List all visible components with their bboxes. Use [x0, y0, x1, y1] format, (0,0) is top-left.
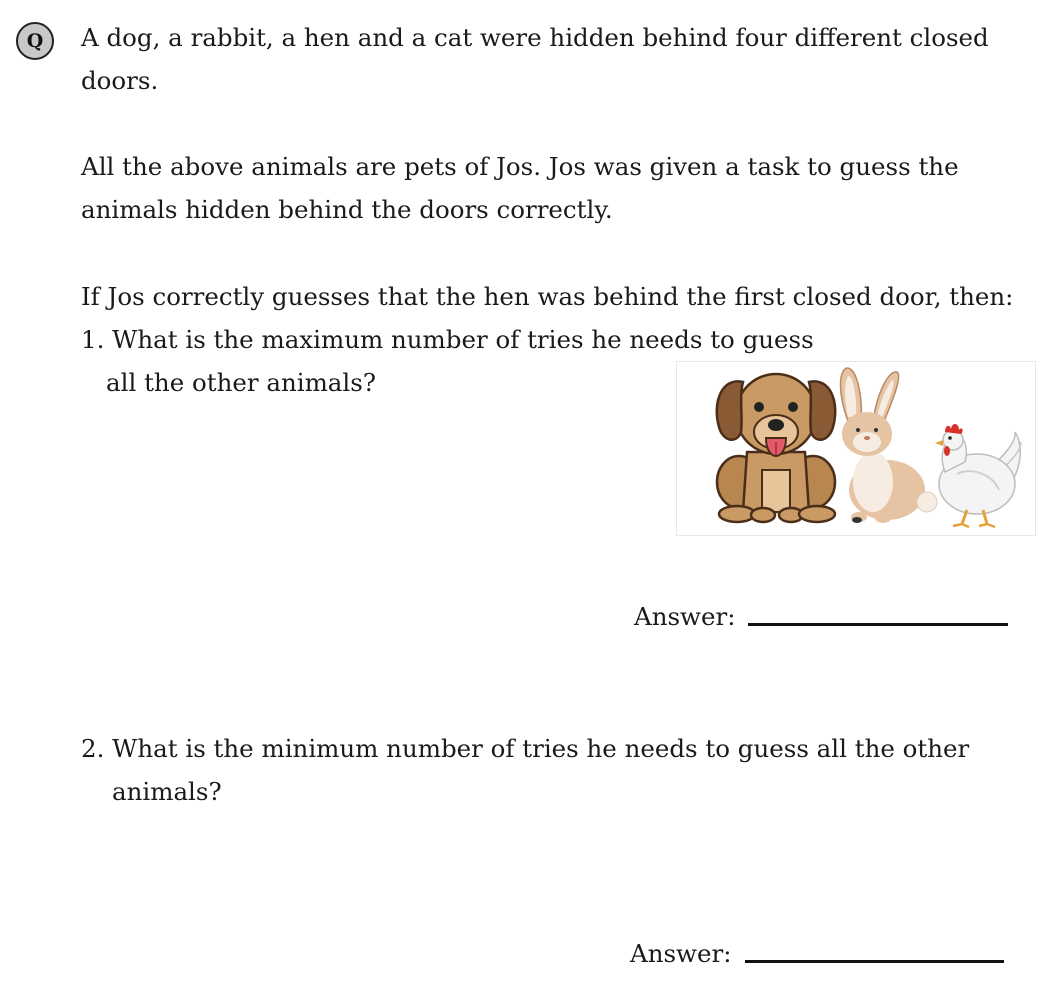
answer-1-line[interactable] [748, 623, 1008, 626]
hen-icon [935, 424, 1021, 527]
question-text-line-2: doors. [81, 66, 159, 95]
paragraph-2-line-2: animals hidden behind the doors correctly. [81, 195, 613, 224]
animals-svg [677, 362, 1037, 537]
part-1-question-line-2: all the other animals? [106, 368, 376, 397]
condition-text: If Jos correctly guesses that the hen was behind the first closed door, then: [81, 282, 1014, 311]
answer-1-label: Answer: [634, 602, 736, 631]
animals-illustration [676, 361, 1036, 536]
part-1-question-line-1: 1. What is the maximum number of tries he needs to guess [81, 325, 814, 354]
part-2-question-line-1: 2. What is the minimum number of tries he needs to guess all the other [81, 734, 970, 763]
dog-icon [717, 374, 835, 522]
answer-2-line[interactable] [745, 960, 1004, 963]
rabbit-icon [841, 368, 938, 523]
question-text-line-1: A dog, a rabbit, a hen and a cat were hidden behind four different closed [81, 23, 989, 52]
answer-2-label: Answer: [630, 939, 732, 968]
paragraph-2-line-1: All the above animals are pets of Jos. Jos was given a task to guess the [81, 152, 959, 181]
question-badge: Q [16, 22, 54, 60]
part-2-question-line-2: animals? [112, 777, 222, 806]
